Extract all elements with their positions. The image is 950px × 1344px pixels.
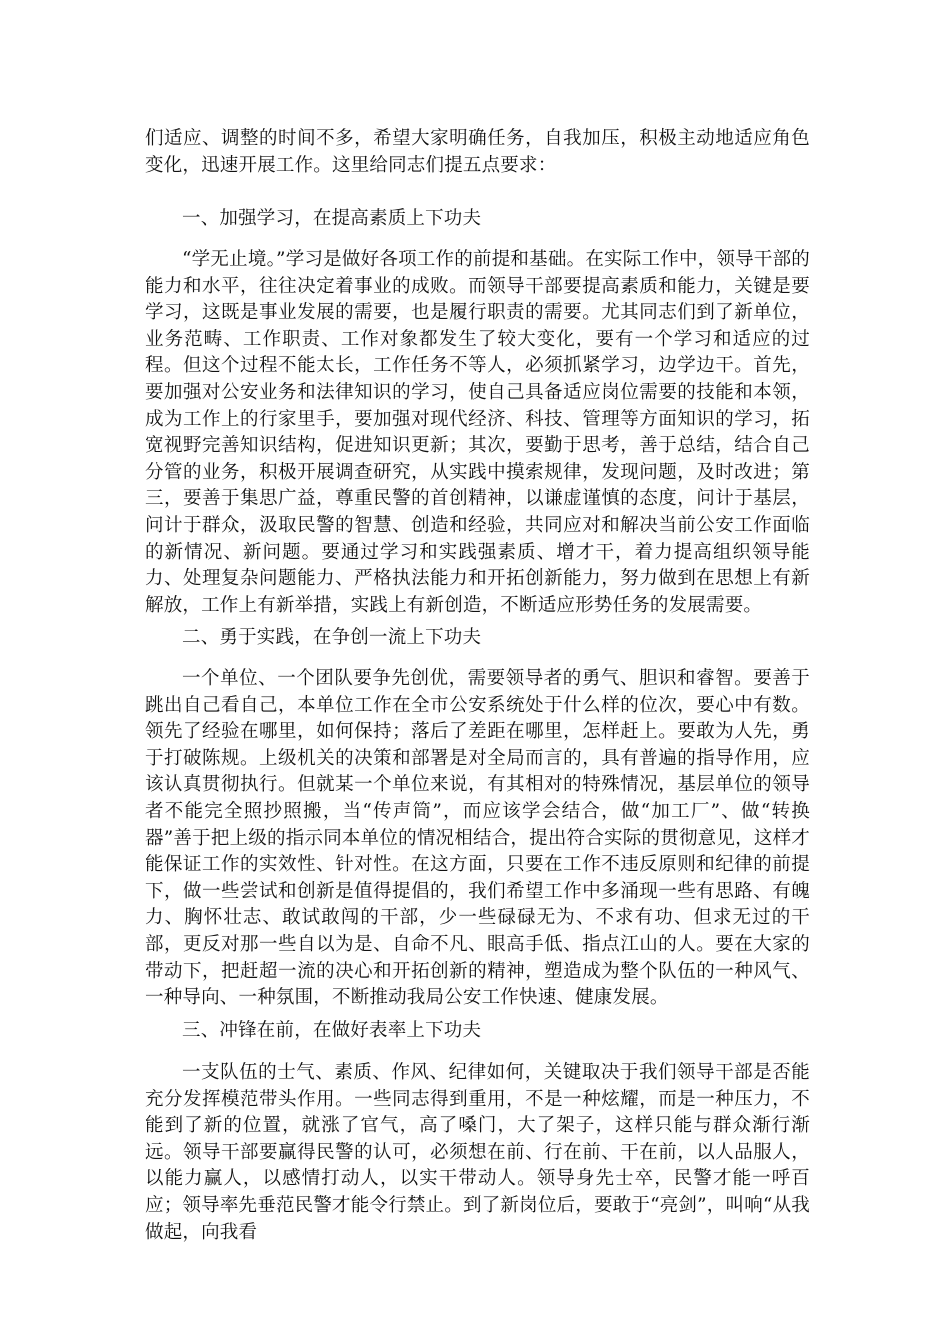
section-1-paragraph: “学无止境。”学习是做好各项工作的前提和基础。在实际工作中，领导干部的能力和水平，往往决定着事业的成败。而领导干部要提高素质和能力，关键是要学习，这既是事业发展的需要，也是履行职责的需要。尤其同志们到了新单位，业务范畴、工作职责、工作对象都发生了较大变化，要有一个学习和适应的过程。但这个过程不能太长，工作任务不等人，必须抓紧学习，边学边干。首先，要加强对公安业务和法律知识的学习，使自己具备适应岗位需要的技能和本领，成为工作上的行家里手，要加强对现代经济、科技、管理等方面知识的学习，拓宽视野完善知识结构，促进知识更新；其次，要勤于思考，善于总结，结合自己分管的业务，积极开展调查研究，从实践中摸索规律，发现问题，及时改进；第三，要善于集思广益，尊重民警的首创精神，以谦虚谨慎的态度，问计于基层，问计于群众，汲取民警的智慧、创造和经验，共同应对和解决当前公安工作面临的新情况、新问题。要通过学习和实践强素质、增才干，着力提高组织领导能力、处理复杂问题能力、严格执法能力和开拓创新能力，努力做到在思想上有新解放，工作上有新举措，实践上有新创造，不断适应形势任务的发展需要。 [145, 249, 810, 616]
section-3-heading: 三、冲锋在前，在做好表率上下功夫 [182, 1020, 482, 1041]
intro-paragraph: 们适应、调整的时间不多，希望大家明确任务，自我加压，积极主动地适应角色变化，迅速开展工作。这里给同志们提五点要求： [145, 128, 810, 176]
section-2-paragraph: 一个单位、一个团队要争先创优，需要领导者的勇气、胆识和睿智。要善于跳出自己看自己，本单位工作在全市公安系统处于什么样的位次，要心中有数。领先了经验在哪里，如何保持；落后了差距在哪里，怎样赶上。要敢为人先，勇于打破陈规。上级机关的决策和部署是对全局而言的，具有普遍的指导作用，应该认真贯彻执行。但就某一个单位来说，有其相对的特殊情况，基层单位的领导者不能完全照抄照搬，当“传声筒”，而应该学会结合，做“加工厂”、做“转换器”善于把上级的指示同本单位的情况相结合，提出符合实际的贯彻意见，这样才能保证工作的实效性、针对性。在这方面，只要在工作不违反原则和纪律的前提下，做一些尝试和创新是值得提倡的，我们希望工作中多涌现一些有思路、有魄力、胸怀壮志、敢试敢闯的干部，少一些碌碌无为、不求有功、但求无过的干部，更反对那一些自以为是、自命不凡、眼高手低、指点江山的人。要在大家的带动下，把赶超一流的决心和开拓创新的精神，塑造成为整个队伍的一种风气、一种导向、一种氛围，不断推动我局公安工作快速、健康发展。 [145, 668, 810, 1009]
section-3-paragraph: 一支队伍的士气、素质、作风、纪律如何，关键取决于我们领导干部是否能充分发挥模范带头作用。一些同志得到重用，不是一种炫耀，而是一种压力，不能到了新的位置，就涨了官气，高了嗓门，大了架子，这样只能与群众渐行渐远。领导干部要赢得民警的认可，必须想在前、行在前、干在前，以人品服人，以能力赢人，以感情打动人，以实干带动人。领导身先士卒，民警才能一呼百应；领导率先垂范民警才能令行禁止。到了新岗位后，要敢于“亮剑”，叫响“从我做起，向我看 [145, 1062, 810, 1243]
section-1-heading: 一、加强学习，在提高素质上下功夫 [182, 208, 482, 229]
section-2-heading: 二、勇于实践，在争创一流上下功夫 [182, 627, 482, 648]
